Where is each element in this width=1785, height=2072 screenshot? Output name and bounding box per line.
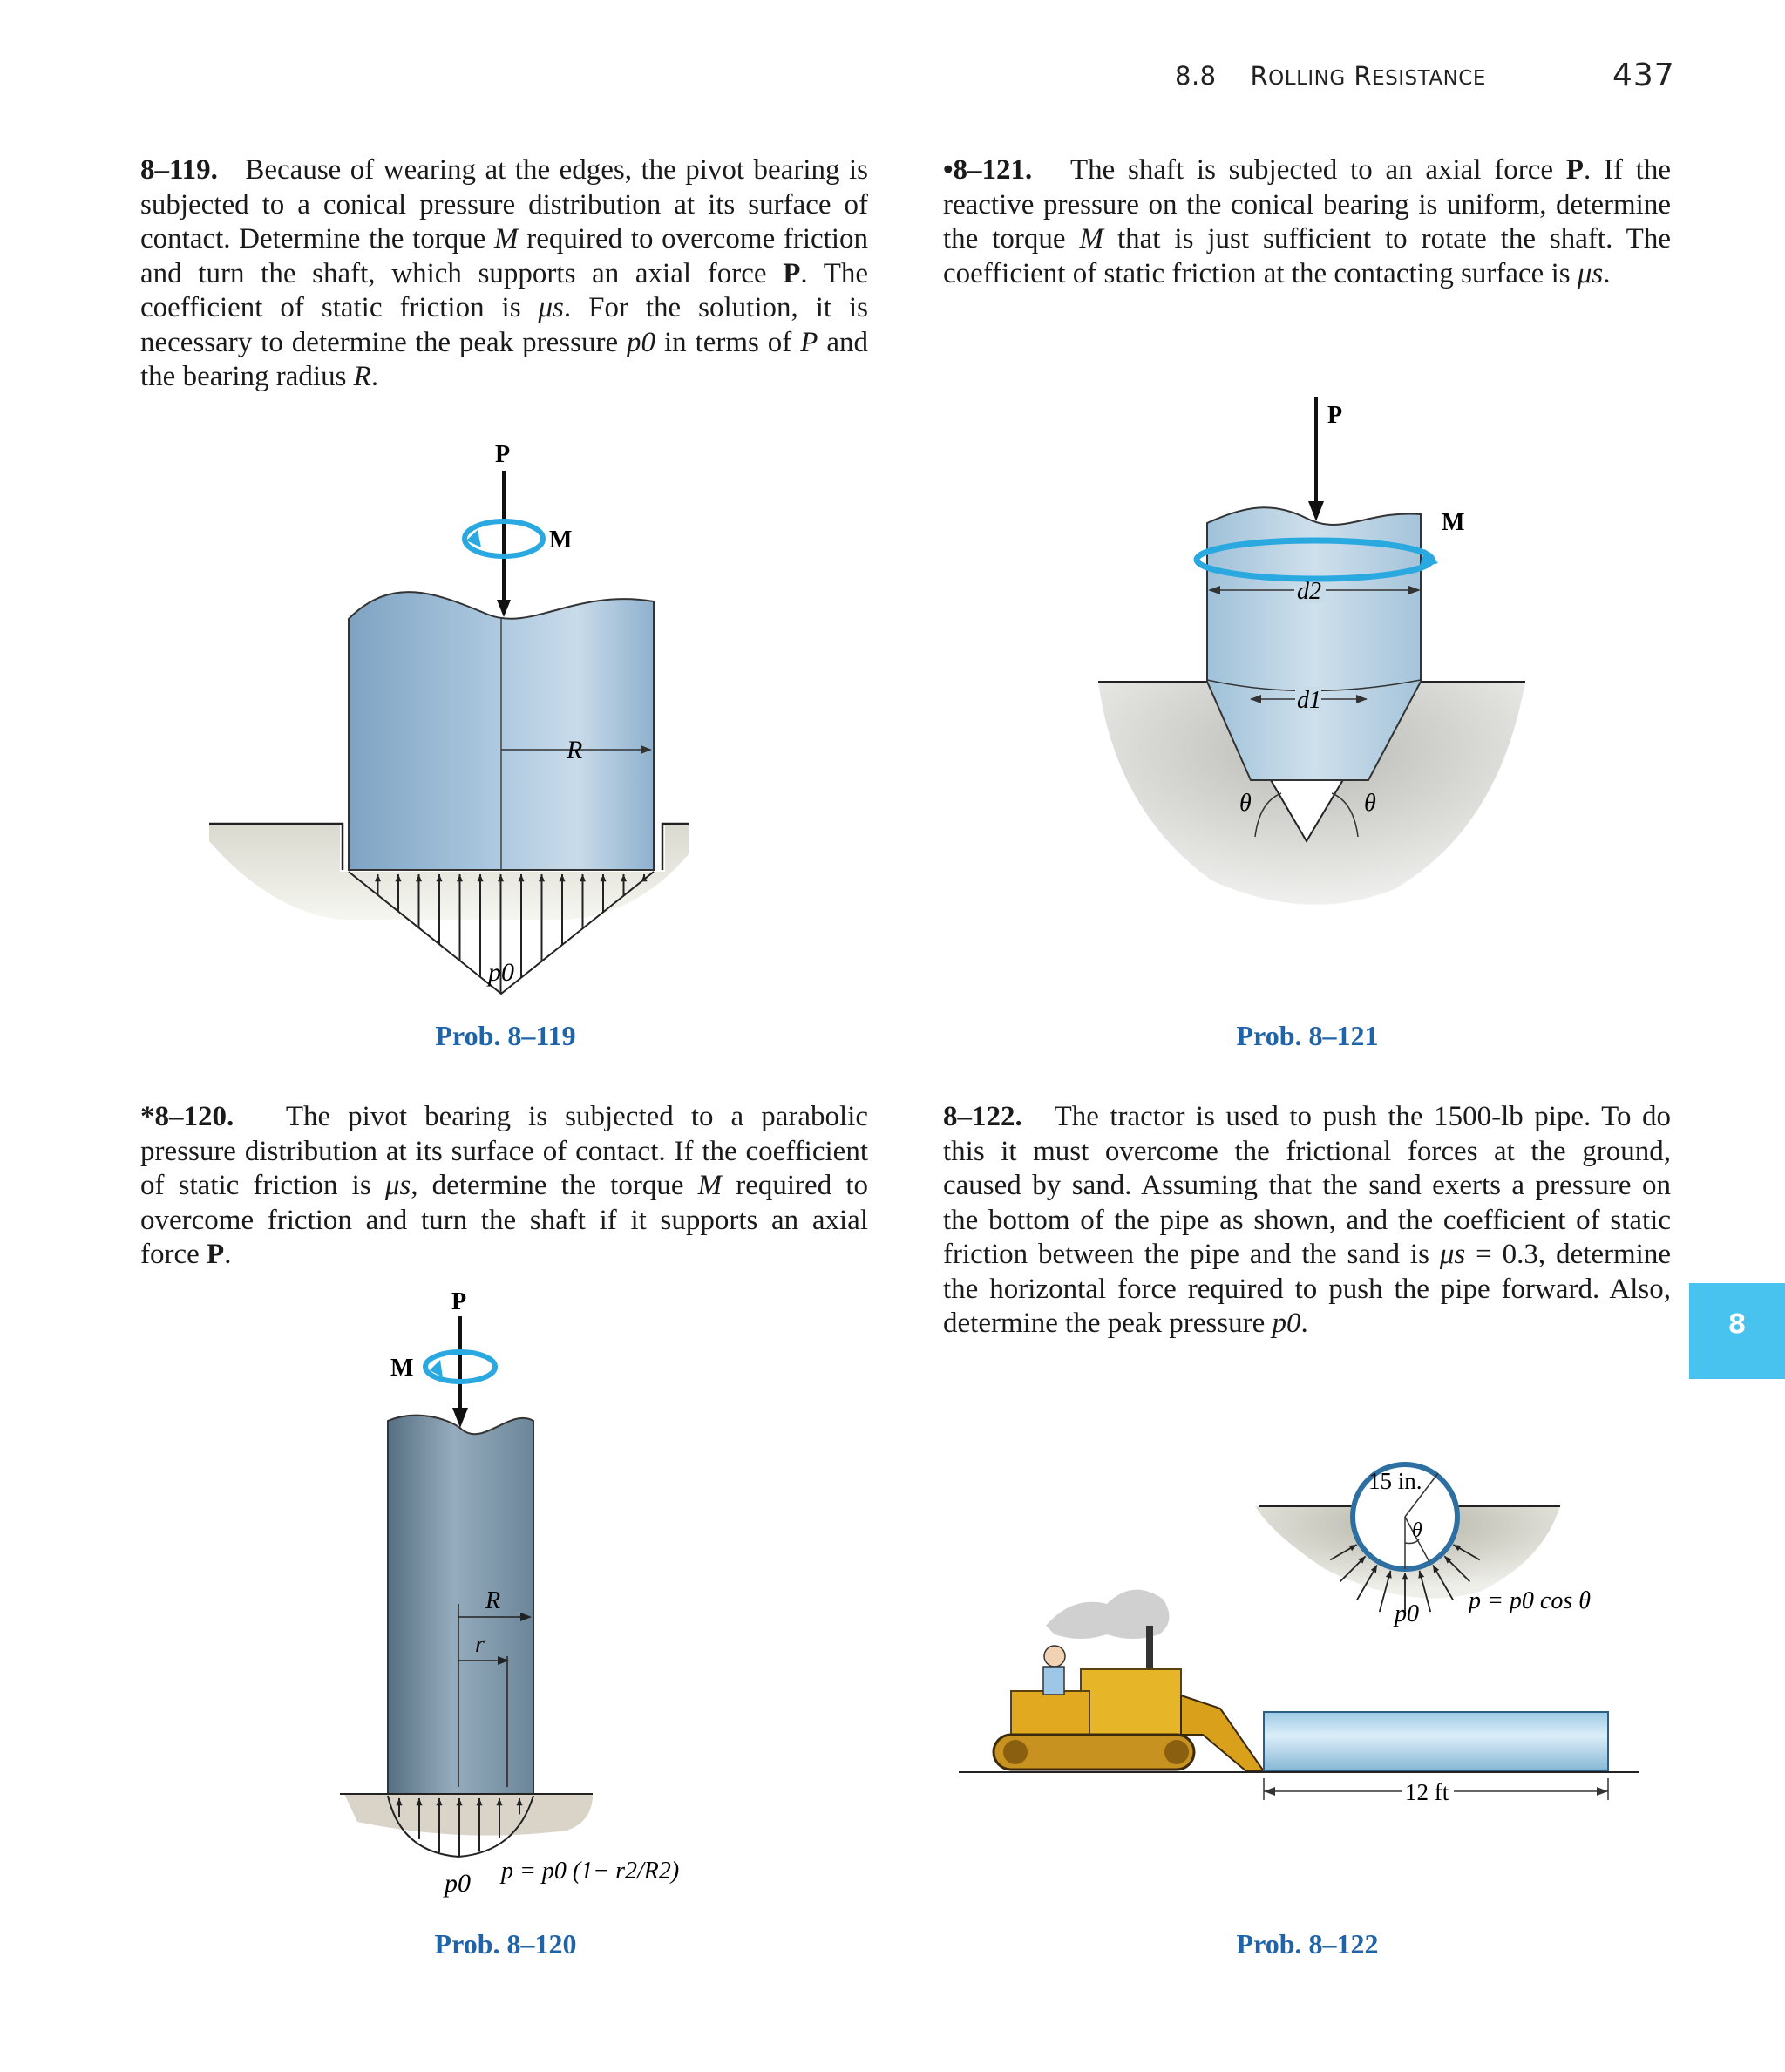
label-d2: d2 (1297, 578, 1321, 605)
label-P: P (451, 1288, 467, 1315)
symbol-mu-s: μs (1577, 257, 1604, 289)
label-r: r (475, 1631, 485, 1658)
figure-8-119 (200, 441, 689, 1002)
problem-text: The pivot bearing is subjected to a parabolic pressure distribution at its surface of contact. If the coefficient of static friction is (140, 1101, 869, 1201)
label-theta: θ (1412, 1519, 1422, 1542)
tractor (994, 1590, 1264, 1771)
figure-8-120 (331, 1290, 697, 1900)
label-p0: p0 (488, 958, 514, 987)
symbol-R: R (353, 361, 371, 392)
chapter-tab-label: 8 (1727, 1309, 1747, 1340)
label-p0: p0 (445, 1869, 471, 1898)
symbol-P: P (783, 257, 801, 289)
section-number: 8.8 (1175, 61, 1217, 91)
problem-8-119 (140, 153, 868, 395)
caption-8-119: Prob. 8–119 (435, 1020, 576, 1051)
pressure-formula: p = p0 (1− r2/R2) (501, 1858, 680, 1885)
problem-8-121 (943, 153, 1671, 291)
caption-8-120: Prob. 8–120 (434, 1928, 577, 1960)
problem-text: . The coefficient of static friction is (140, 257, 868, 323)
label-length: 12 ft (1405, 1779, 1449, 1805)
label-P: P (1327, 402, 1343, 429)
problem-text: . (370, 361, 379, 392)
label-R: R (485, 1587, 501, 1614)
problem-text: . For the solution, it is necessary to determine the peak pressure (140, 292, 868, 358)
problem-text: and the bearing radius (140, 326, 868, 392)
label-theta-left: θ (1239, 790, 1252, 817)
problem-number: *8–120. (140, 1101, 234, 1132)
shaft (388, 1416, 533, 1794)
tractor-body (1081, 1669, 1181, 1735)
problem-text: . If the reactive pressure on the conical bearing is uniform, determine the torque (943, 154, 1671, 255)
symbol-mu-s: μs (1439, 1239, 1466, 1270)
label-p0: p0 (1395, 1600, 1419, 1627)
page-header (0, 58, 1785, 105)
label-M: M (549, 526, 573, 554)
section-name: ROLLING RESISTANCE (1250, 61, 1486, 91)
symbol-p0: p0 (627, 326, 656, 358)
problem-text: The tractor is used to push the 1500-lb pipe. To do this it must overcome the frictional forces at the ground, caused by sand. Assuming that the sand exerts a pressure on the bottom of the pipe as shown, and the coefficient of static friction between the pipe and the sand is (943, 1101, 1671, 1270)
label-M: M (390, 1355, 414, 1382)
problem-number: •8–121. (943, 154, 1033, 186)
problem-text: = 0.3, determine the horizontal force required to push the pipe forward. Also, determine the peak pressure (943, 1239, 1672, 1339)
ground (344, 1794, 593, 1836)
problem-text: . (1300, 1308, 1308, 1339)
symbol-P: P (1565, 154, 1584, 186)
problem-text: , determine the torque (411, 1170, 698, 1201)
pressure-formula: p = p0 cos θ (1469, 1587, 1591, 1614)
problem-text: . (224, 1239, 232, 1270)
figure-8-121 (1081, 392, 1534, 915)
problem-text: Because of wearing at the edges, the pivot bearing is subjected to a conical pressure distribution at its surface of contact. Determine the torque (140, 154, 868, 255)
label-M: M (1442, 509, 1465, 536)
label-theta-right: θ (1364, 790, 1376, 817)
problem-text: in terms of (655, 326, 801, 358)
symbol-M: M (697, 1170, 723, 1201)
page-number: 437 (1612, 58, 1675, 93)
symbol-p0: p0 (1272, 1308, 1301, 1339)
pipe (1264, 1712, 1608, 1771)
symbol-mu-s: μs (538, 292, 564, 323)
problem-text: required to overcome friction and turn the shaft, which supports an axial force (140, 223, 869, 289)
problem-text: required to overcome friction and turn the shaft if it supports an axial force (140, 1170, 868, 1270)
problem-number: 8–122. (943, 1101, 1022, 1132)
label-radius: 15 in. (1368, 1468, 1422, 1494)
symbol-M: M (494, 223, 519, 255)
problem-8-120 (140, 1100, 868, 1273)
problem-text: . (1603, 257, 1611, 289)
figure-8-122 (959, 1447, 1673, 1831)
caption-8-122: Prob. 8–122 (1236, 1928, 1379, 1960)
chapter-tab (1689, 1283, 1785, 1379)
driver-head (1044, 1646, 1065, 1667)
problem-text: that is just sufficient to rotate the shaft. The coefficient of static friction at the contacting surface is (943, 223, 1671, 289)
problem-number: 8–119. (140, 154, 218, 186)
symbol-P: P (800, 326, 818, 358)
symbol-P: P (207, 1239, 225, 1270)
symbol-M: M (1079, 223, 1104, 255)
shaft (1207, 507, 1421, 780)
problem-8-122 (943, 1100, 1671, 1342)
caption-8-121: Prob. 8–121 (1236, 1020, 1379, 1051)
section-title (1175, 61, 1486, 91)
symbol-mu-s: μs (384, 1170, 411, 1201)
label-R: R (567, 736, 583, 764)
problem-text: The shaft is subjected to an axial force (1069, 154, 1566, 186)
label-P: P (495, 441, 511, 468)
label-d1: d1 (1297, 687, 1321, 714)
